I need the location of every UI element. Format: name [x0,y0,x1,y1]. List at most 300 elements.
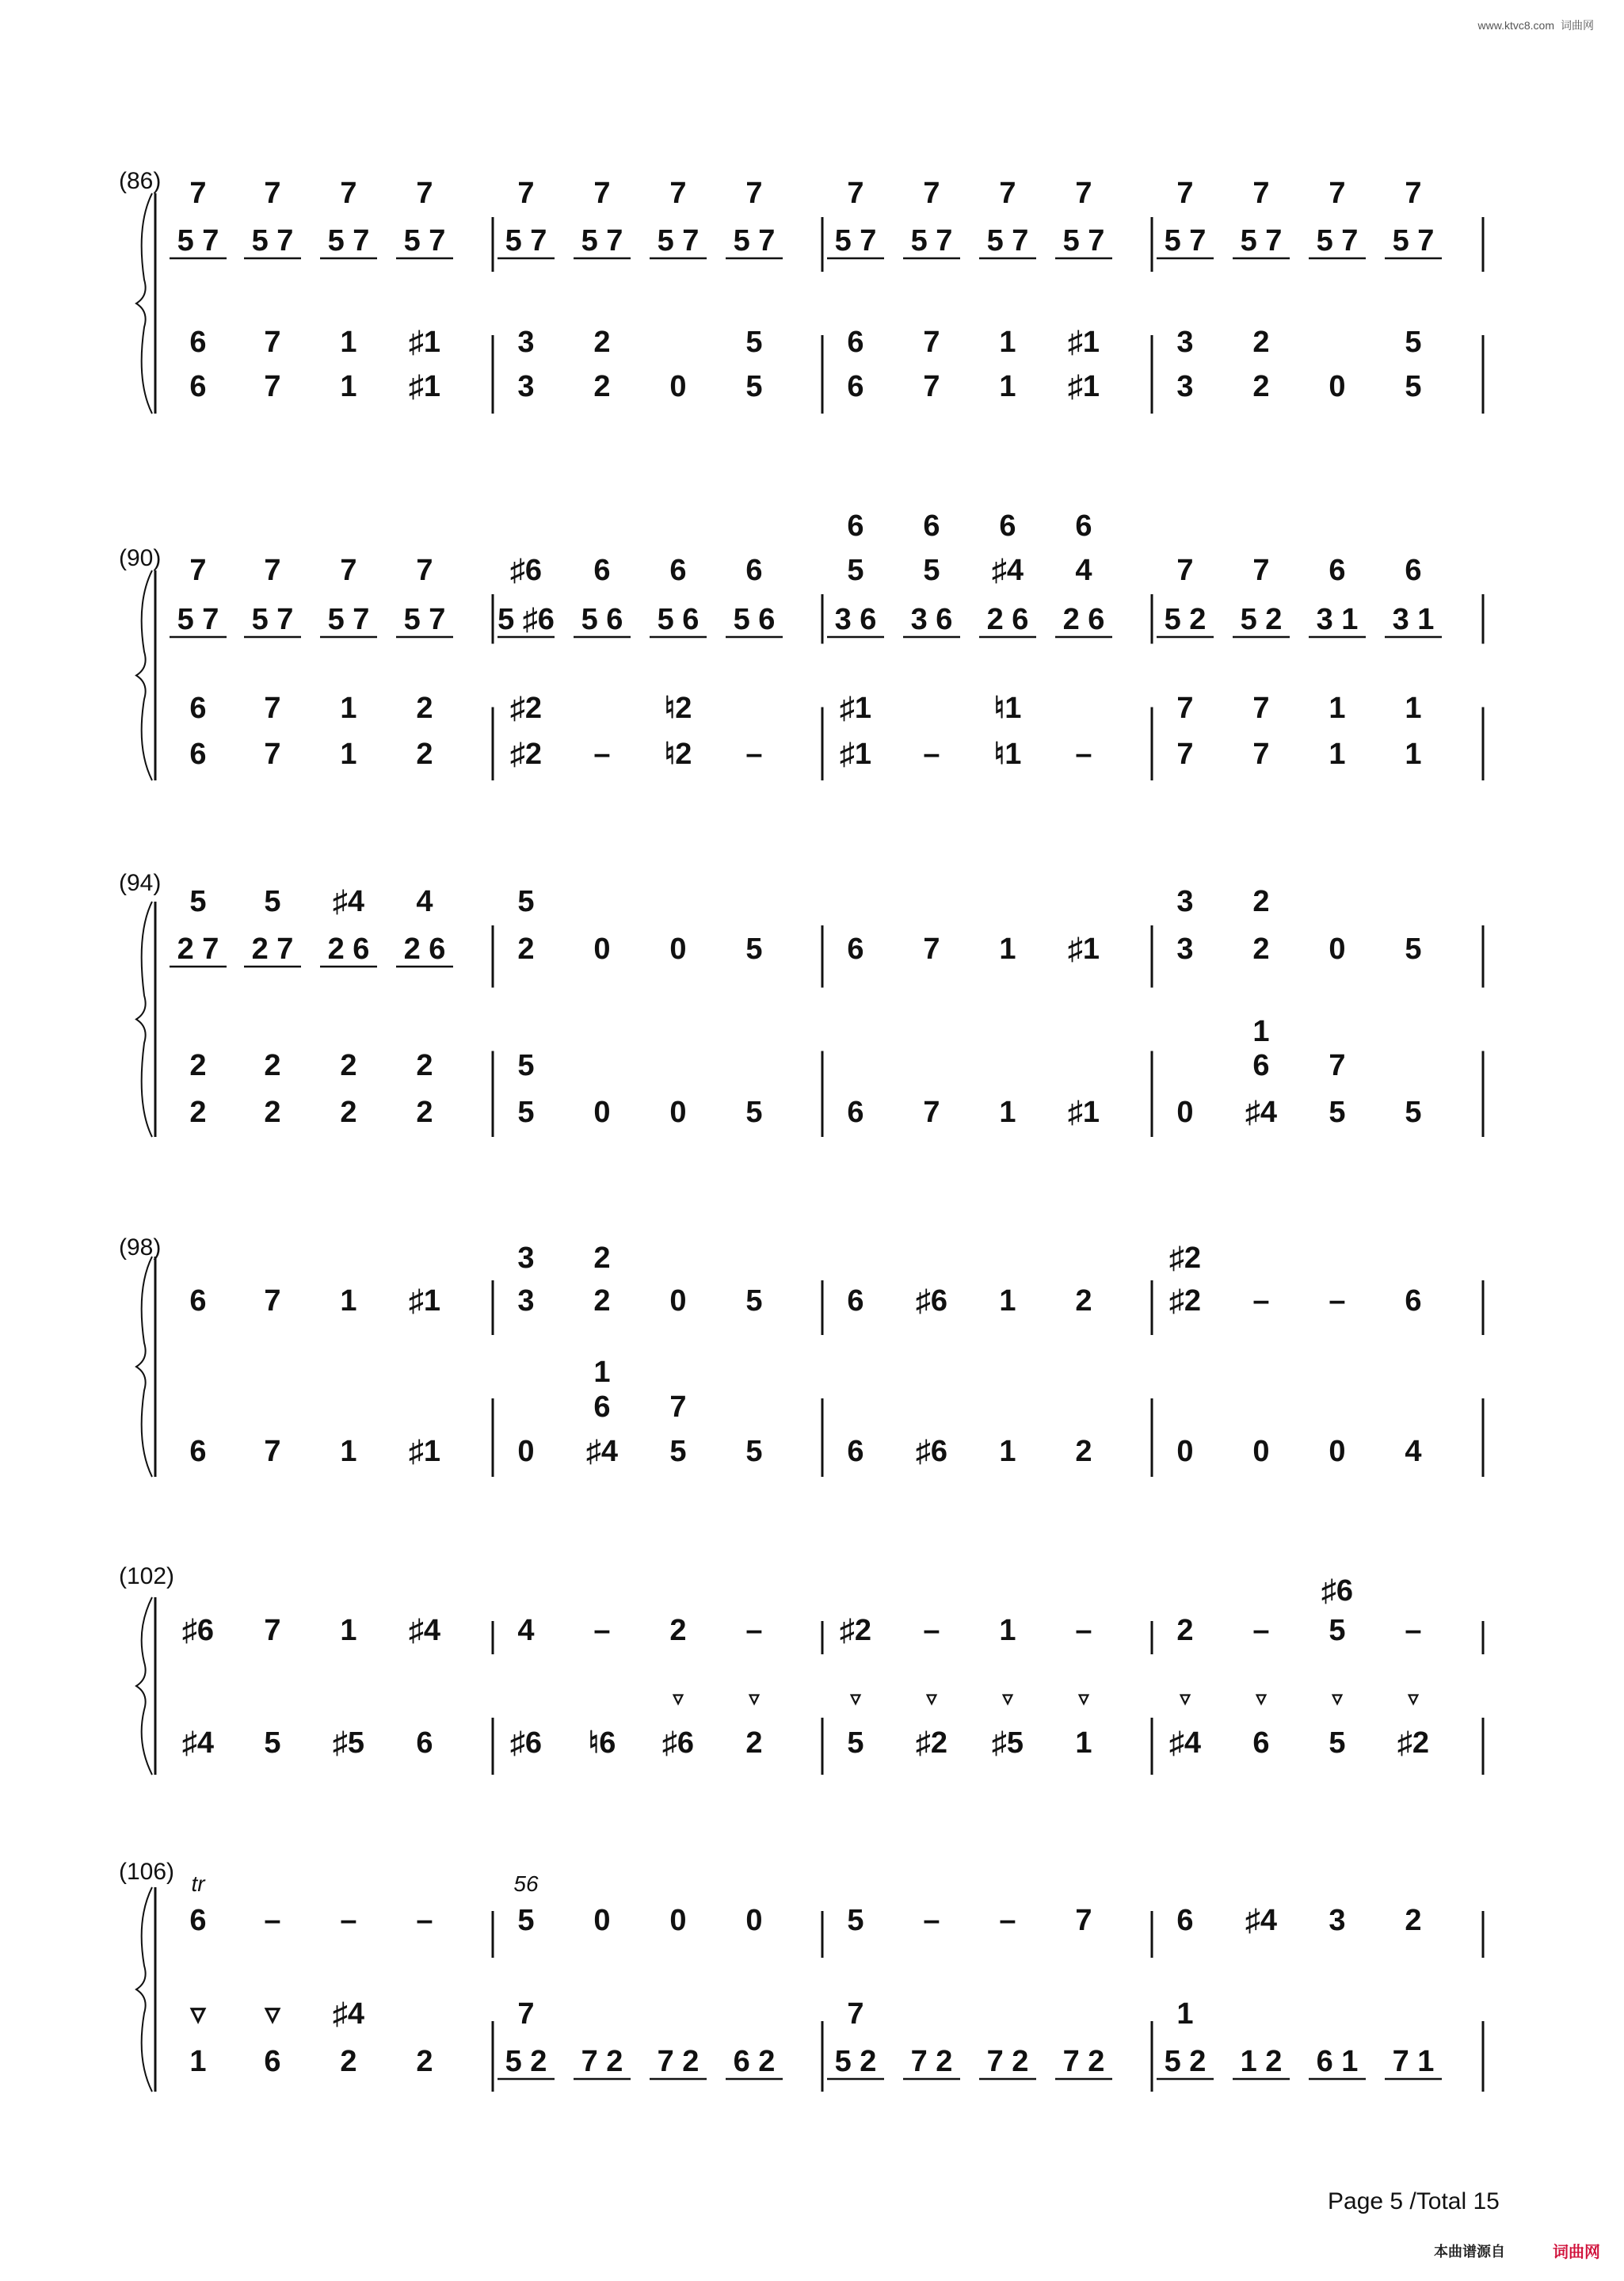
note-bot-up: ♯1 [839,692,872,725]
note-bot-low: 0 [669,370,687,403]
note-bot-low: – [593,738,611,771]
note-top-main: – [923,1614,940,1647]
note-bot-low: 1 [999,370,1016,403]
note-top-main: 6 [1405,1284,1422,1318]
note-bot-up: 2 [416,692,433,725]
note-top-pair: 5 2 [1240,603,1283,636]
note-top-high: 6 [593,554,611,587]
note-bot-low: 5 [745,370,763,403]
note-bot-up: ▿ [265,1997,280,2031]
note-bot-low: ♯1 [1067,1096,1100,1129]
note-top-main: – [923,1904,940,1937]
note-top-high: 2 [593,1242,611,1275]
note-top-pair: 5 7 [657,224,700,257]
note-top-main: – [1075,1614,1092,1647]
note-bot-low: – [923,738,940,771]
note-top-main: ♯2 [839,1614,872,1647]
note-top-main: 2 7 [251,933,294,966]
note-bot-up: ♯4 [332,1997,365,2031]
note-top-main: 5 [847,1904,864,1937]
note-top-high: 6 [745,554,763,587]
note-bot-up: 7 [1252,692,1270,725]
note-top-main: 6 [847,933,864,966]
note-bot-low: ♯1 [839,738,872,771]
note-top-main: 2 [669,1614,687,1647]
note-top-pair: 5 7 [733,224,776,257]
note-bot-up: ▿ [190,1997,206,2031]
note-bot-up: 7 [264,326,281,359]
note-top-main: 1 [999,1284,1016,1318]
note-bot-low: ♯1 [408,1435,441,1468]
note-bot-up: 1 [1329,692,1346,725]
note-top-main: 7 [923,933,940,966]
note-bot-low: ♯6 [661,1726,695,1760]
note-top-pair: 5 6 [657,603,700,636]
note-top-high: 7 [1252,554,1270,587]
note-top-main: 5 [1405,933,1422,966]
note-bot-low: 6 [189,1435,207,1468]
note-top-pair: 5 7 [177,224,219,257]
note-bot-low: 4 [1405,1435,1422,1468]
note-top-high: ♯6 [509,554,543,587]
note-top-orn: 56 [513,1871,539,1896]
note-bot-low: 5 [1329,1096,1346,1129]
note-top-main: – [340,1904,357,1937]
note-bot-marks: ▿ [1002,1686,1013,1710]
note-bot-low: 5 2 [834,2045,877,2078]
note-bot-up: 6 [1252,1049,1270,1082]
note-bot-low: 1 2 [1240,2045,1283,2078]
note-bot-low: 1 [1075,1726,1092,1760]
note-bot-up: 3 [517,326,535,359]
note-top-extra: 6 [847,509,864,543]
note-bot-low: 7 [264,370,281,403]
system-brace [136,902,152,1137]
note-bot-low: 3 [517,370,535,403]
note-bot-low: ♯4 [585,1435,619,1468]
note-top-main: 0 [593,933,611,966]
note-bot-low: 2 [1252,370,1270,403]
note-bot-up: 2 [264,1049,281,1082]
note-bot-low: 7 [923,1096,940,1129]
note-top-main: ♯2 [1168,1284,1202,1318]
measure-number: (98) [119,1234,162,1261]
note-top-high: 7 [1176,177,1194,210]
note-top-high: ♯6 [1321,1574,1354,1608]
note-top-pair: 5 7 [505,224,547,257]
note-bot-marks: ▿ [1332,1686,1343,1710]
note-bot-marks: ▿ [749,1686,760,1710]
note-top-pair: 5 7 [910,224,953,257]
note-bot-low: 7 [264,738,281,771]
note-bot-up: 2 [1252,326,1270,359]
note-bot-up: 6 [593,1390,611,1424]
note-bot-low: 6 [189,370,207,403]
note-bot-low: ♯1 [1067,370,1100,403]
note-bot-low: 5 2 [1164,2045,1207,2078]
note-top-main: 7 [264,1614,281,1647]
note-top-pair: 5 7 [1316,224,1359,257]
note-top-main: 0 [669,933,687,966]
note-bot-up: 5 [517,1049,535,1082]
note-top-main: 6 [189,1904,207,1937]
note-bot-extra: 1 [1252,1015,1270,1048]
note-bot-up: ♯1 [1067,326,1100,359]
note-top-pair: 5 7 [986,224,1029,257]
note-bot-low: 0 [1329,1435,1346,1468]
note-bot-marks: ▿ [850,1686,861,1710]
note-top-pair: 5 ♯6 [497,603,555,636]
note-bot-marks: ▿ [1078,1686,1089,1710]
note-bot-low: 5 [1405,1096,1422,1129]
note-bot-up: 7 [517,1997,535,2031]
note-bot-up: 1 [340,326,357,359]
note-top-orn: tr [191,1871,205,1896]
measure-number: (90) [119,545,162,571]
note-bot-low: 2 [593,370,611,403]
note-bot-up: 1 [340,692,357,725]
note-top-main: – [1252,1614,1270,1647]
note-top-main: 2 [1176,1614,1194,1647]
note-top-main: 5 [745,933,763,966]
note-bot-marks: ▿ [1408,1686,1419,1710]
note-bot-up: 7 [264,692,281,725]
note-top-pair: 5 7 [581,224,623,257]
note-top-pair: 5 7 [403,224,446,257]
note-bot-low: 5 [264,1726,281,1760]
note-top-high: 4 [416,885,433,918]
note-bot-low: 2 [340,2045,357,2078]
note-bot-low: 7 2 [910,2045,953,2078]
note-top-main: 1 [999,933,1016,966]
note-bot-low: 6 [416,1726,433,1760]
note-bot-low: 0 [1176,1435,1194,1468]
note-bot-low: – [745,738,763,771]
note-top-main: – [593,1614,611,1647]
note-bot-low: 6 1 [1316,2045,1359,2078]
note-top-main: 5 [517,1904,535,1937]
note-bot-low: 0 [1252,1435,1270,1468]
note-bot-low: 6 [264,2045,281,2078]
note-bot-low: 2 [1075,1435,1092,1468]
note-top-pair: 5 7 [327,224,370,257]
note-top-high: 7 [416,554,433,587]
note-bot-up: 7 [1176,692,1194,725]
note-top-high: 7 [340,554,357,587]
note-top-main: 2 [1252,933,1270,966]
note-bot-low: ♯5 [991,1726,1024,1760]
note-bot-low: 7 [923,370,940,403]
note-top-pair: 5 7 [834,224,877,257]
note-top-pair: 5 7 [403,603,446,636]
note-top-high: 7 [1075,177,1092,210]
note-top-high: ♯4 [332,885,365,918]
note-top-high: 7 [593,177,611,210]
note-top-main: – [1329,1284,1346,1318]
note-bot-low: 7 2 [657,2045,700,2078]
note-bot-low: 1 [340,738,357,771]
note-bot-low: ♯6 [509,1726,543,1760]
system-brace [136,1887,152,2092]
note-bot-low: 0 [1329,370,1346,403]
note-bot-low: 1 [340,370,357,403]
note-bot-low: ♯4 [181,1726,215,1760]
note-top-pair: 5 7 [177,603,219,636]
note-top-high: 5 [264,885,281,918]
note-bot-up: 6 [847,326,864,359]
note-bot-low: 1 [1329,738,1346,771]
note-bot-low: ♯1 [408,370,441,403]
note-top-high: 7 [189,554,207,587]
note-bot-low: 5 [1405,370,1422,403]
note-top-high: 7 [1405,177,1422,210]
note-bot-low: ♯6 [915,1435,948,1468]
note-top-high: 7 [1176,554,1194,587]
note-top-main: ♯4 [408,1614,441,1647]
note-top-main: – [264,1904,281,1937]
note-bot-low: ♮1 [993,738,1022,771]
note-top-main: 0 [1329,933,1346,966]
note-bot-low: 2 [264,1096,281,1129]
note-bot-low: 0 [1176,1096,1194,1129]
note-top-main: 0 [745,1904,763,1937]
note-top-main: 2 [593,1284,611,1318]
note-top-high: 7 [923,177,940,210]
note-bot-up: 6 [189,692,207,725]
note-top-main: ♯4 [1245,1904,1278,1937]
note-bot-low: 6 [189,738,207,771]
measure-number: (106) [119,1859,175,1885]
note-top-main: 6 [847,1284,864,1318]
note-top-high: 3 [517,1242,535,1275]
note-top-main: 2 6 [403,933,446,966]
note-top-main: ♯6 [181,1614,215,1647]
note-bot-up: 1 [999,326,1016,359]
note-bot-low: – [1075,738,1092,771]
note-top-high: 7 [264,177,281,210]
note-top-main: 2 6 [327,933,370,966]
measure-number: (94) [119,870,162,896]
note-bot-low: ♮6 [588,1726,616,1760]
note-bot-up: 2 [416,1049,433,1082]
note-top-high: 7 [517,177,535,210]
note-bot-marks: ▿ [673,1686,684,1710]
note-bot-up: 5 [745,326,763,359]
note-top-extra: 6 [923,509,940,543]
note-bot-up: 7 [923,326,940,359]
note-top-main: 0 [669,1284,687,1318]
note-bot-up: 7 [669,1390,687,1424]
note-top-pair: 5 2 [1164,603,1207,636]
note-bot-low: 7 2 [1062,2045,1105,2078]
note-bot-low: 6 [847,1435,864,1468]
note-bot-low: ♯5 [332,1726,365,1760]
note-top-pair: 5 6 [581,603,623,636]
note-bot-low: 7 1 [1392,2045,1435,2078]
note-bot-low: 2 [416,1096,433,1129]
note-top-high: 7 [416,177,433,210]
note-top-high: 6 [669,554,687,587]
note-top-main: 1 [999,1614,1016,1647]
note-top-high: 2 [1252,885,1270,918]
note-bot-low: 0 [669,1096,687,1129]
note-top-pair: 5 7 [1062,224,1105,257]
note-bot-low: 2 [340,1096,357,1129]
note-bot-low: 1 [999,1435,1016,1468]
note-top-high: 5 [923,554,940,587]
system-brace [136,1257,152,1477]
site-name: 词曲网 [1561,19,1594,32]
note-bot-low: ♯2 [915,1726,948,1760]
note-top-main: 3 [517,1284,535,1318]
note-bot-up: ♮2 [664,692,692,725]
note-bot-low: 1 [999,1096,1016,1129]
note-bot-low: 7 2 [986,2045,1029,2078]
note-top-main: 6 [1176,1904,1194,1937]
note-top-high: 7 [189,177,207,210]
note-bot-up: 2 [593,326,611,359]
note-top-main: 3 [1329,1904,1346,1937]
note-top-main: – [999,1904,1016,1937]
note-bot-low: 0 [517,1435,535,1468]
system-brace [136,1597,152,1775]
site-logo: 词曲网 [1553,2244,1600,2261]
note-top-main: 3 [1176,933,1194,966]
note-top-pair: 5 7 [327,603,370,636]
note-bot-up: 1 [1405,692,1422,725]
note-bot-marks: ▿ [1180,1686,1191,1710]
note-top-high: 7 [669,177,687,210]
note-bot-up: 3 [1176,326,1194,359]
note-top-high: 5 [847,554,864,587]
note-bot-extra: 1 [593,1356,611,1389]
note-bot-up: 6 [189,326,207,359]
note-top-main: – [1405,1614,1422,1647]
note-top-pair: 2 6 [986,603,1029,636]
note-bot-low: 0 [593,1096,611,1129]
note-bot-low: 7 [1176,738,1194,771]
note-bot-low: 6 [1252,1726,1270,1760]
note-top-extra: 6 [1075,509,1092,543]
note-top-main: ♯1 [1067,933,1100,966]
note-top-pair: 3 1 [1392,603,1435,636]
note-top-high: 3 [1176,885,1194,918]
note-top-main: – [416,1904,433,1937]
note-bot-marks: ▿ [926,1686,937,1710]
note-top-high: 6 [1329,554,1346,587]
note-bot-low: ♯2 [1397,1726,1430,1760]
note-top-pair: 5 7 [251,224,294,257]
note-bot-low: 5 [669,1435,687,1468]
note-top-pair: 5 7 [1392,224,1435,257]
note-bot-up: 7 [1329,1049,1346,1082]
note-bot-up: 5 [1405,326,1422,359]
note-top-high: 5 [189,885,207,918]
note-top-high: 7 [340,177,357,210]
note-bot-low: 1 [340,1435,357,1468]
note-bot-up: 7 [847,1997,864,2031]
note-bot-low: 5 [745,1435,763,1468]
note-bot-low: 5 [745,1096,763,1129]
page-indicator: Page 5 /Total 15 [1328,2188,1500,2214]
note-top-main: 6 [189,1284,207,1318]
measure-number: (86) [119,168,162,194]
note-bot-low: 5 [847,1726,864,1760]
note-top-main: 0 [593,1904,611,1937]
note-top-high: 6 [1405,554,1422,587]
note-bot-low: 2 [416,738,433,771]
note-top-high: 7 [999,177,1016,210]
note-top-main: 2 [1405,1904,1422,1937]
note-top-pair: 5 7 [1240,224,1283,257]
note-top-pair: 5 7 [1164,224,1207,257]
note-bot-up: ♯1 [408,326,441,359]
note-bot-low: 2 [416,2045,433,2078]
note-bot-low: 5 [517,1096,535,1129]
note-top-pair: 3 6 [910,603,953,636]
site-url[interactable]: www.ktvc8.com [1477,19,1554,32]
note-top-main: 4 [517,1614,535,1647]
note-top-high: 7 [847,177,864,210]
note-bot-low: 2 [189,1096,207,1129]
note-bot-low: ♯4 [1168,1726,1202,1760]
note-top-pair: 3 6 [834,603,877,636]
note-top-main: – [1252,1284,1270,1318]
note-top-main: 0 [669,1904,687,1937]
note-top-high: 7 [1252,177,1270,210]
source-label: 本曲谱源自 [1434,2244,1505,2260]
note-bot-low: 7 2 [581,2045,623,2078]
note-top-main: 2 [1075,1284,1092,1318]
note-top-main: 2 7 [177,933,219,966]
note-bot-low: 7 [1252,738,1270,771]
note-top-extra: 6 [999,509,1016,543]
note-bot-low: 7 [264,1435,281,1468]
note-bot-up: ♮1 [993,692,1022,725]
note-top-main: 7 [264,1284,281,1318]
note-bot-up: ♯2 [509,692,543,725]
note-top-pair: 5 7 [251,603,294,636]
note-top-high: 7 [264,554,281,587]
note-bot-low: 3 [1176,370,1194,403]
note-bot-up: 2 [340,1049,357,1082]
note-top-high: 5 [517,885,535,918]
note-bot-low: 5 [1329,1726,1346,1760]
note-bot-low: ♯4 [1245,1096,1278,1129]
note-top-main: ♯6 [915,1284,948,1318]
note-bot-low: 6 [847,370,864,403]
note-top-high: ♯2 [1168,1242,1202,1275]
system-brace [136,193,152,414]
system-brace [136,570,152,780]
note-top-high: ♯4 [991,554,1024,587]
note-bot-up: 2 [189,1049,207,1082]
measure-number: (102) [119,1563,175,1589]
note-top-main: 7 [1075,1904,1092,1937]
note-bot-low: 1 [1405,738,1422,771]
note-bot-low: ♯2 [509,738,543,771]
note-top-pair: 3 1 [1316,603,1359,636]
note-top-pair: 5 6 [733,603,776,636]
note-top-main: 1 [340,1284,357,1318]
note-top-main: ♯1 [408,1284,441,1318]
note-top-pair: 2 6 [1062,603,1105,636]
note-top-main: 5 [1329,1614,1346,1647]
note-top-main: 5 [745,1284,763,1318]
note-bot-low: ♮2 [664,738,692,771]
note-top-high: 7 [1329,177,1346,210]
note-bot-low: 1 [189,2045,207,2078]
